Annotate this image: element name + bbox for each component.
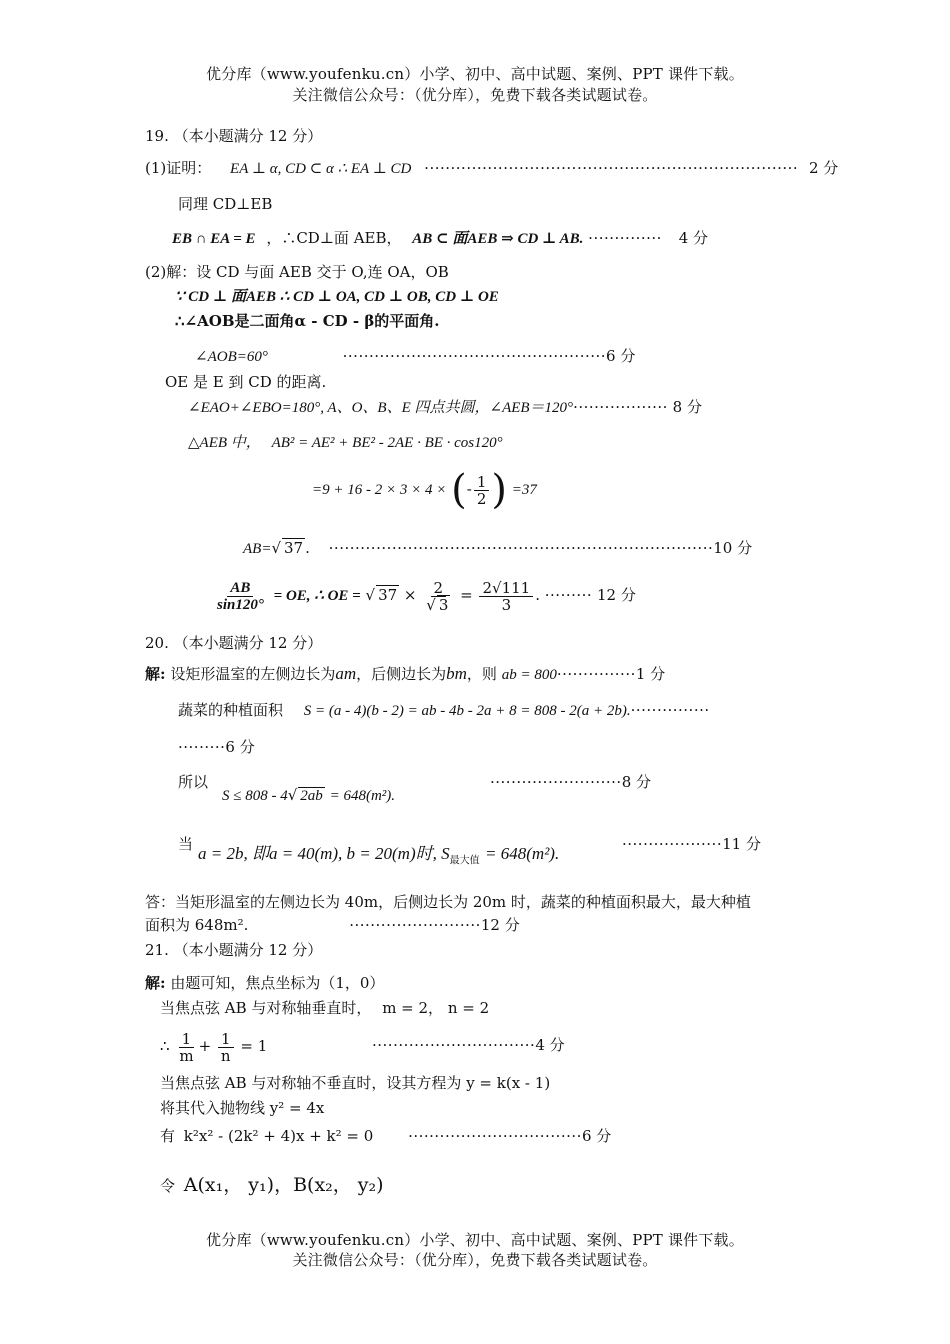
q19-line-eb (172, 228, 708, 249)
score-dots: ·················································· (342, 347, 607, 365)
q20-ineq-a: S ≤ 808 - 4 (222, 788, 288, 804)
q21-frac-1m (176, 1031, 196, 1064)
q19-part1-score: 2 分 (809, 159, 839, 177)
q20-when-math: a = 2b, 即a = 40(m), b = 20(m)时, S (198, 844, 450, 863)
q20-line3 (178, 737, 255, 757)
q21-therefore: ∴ (160, 1037, 170, 1055)
left-paren: ( (451, 467, 467, 513)
q21-line3: ∴ $\frac{1}{m}$ + $\frac{1}{n}$ = 1 (160, 1029, 268, 1065)
q19-cosine-line (188, 432, 503, 453)
q21-line7-text: 令 (160, 1177, 176, 1195)
page-header-line1: 优分库（www.youfenku.cn）小学、初中、高中试题、案例、PPT 课件下载。 (206, 65, 744, 83)
q19-line-eb-math1: EB ∩ EA = E (172, 231, 256, 247)
q19-concyclic-text: ∠EAO+∠EBO=180°, A、O、B、E 四点共圆，∠AEB＝120° (188, 400, 574, 416)
q19-dihedral-line: ∴∠AOB是二面角α - CD - β的平面角. (175, 312, 440, 330)
q19-ab-score: 10 分 (713, 539, 753, 557)
score-dots: ·················· (573, 398, 668, 416)
q21-title: 21. （本小题满分 12 分） (145, 941, 323, 959)
q20-inequality (222, 785, 395, 806)
q21-frac-1n-num: 1 (218, 1031, 234, 1048)
q20-line4-score-wrap (490, 772, 651, 792)
q19-aob-score: 6 分 (606, 347, 636, 365)
q20-max-sub: 最大值 (449, 855, 480, 867)
q19-aob-math: ∠AOB=60° (195, 349, 268, 365)
q21-line7-math: A(x₁， y₁)，B(x₂， y₂) (183, 1174, 384, 1196)
q19-title: 19. （本小题满分 12 分） (145, 127, 323, 145)
score-dots: ··············· (556, 665, 636, 683)
q19-line-eb-math2: AB ⊂ 面AEB ⇒ CD ⊥ AB. (412, 231, 584, 247)
q19-concyclic-line (188, 397, 702, 418)
q19-oe-frac3-den: 3 (501, 595, 512, 614)
q21-line3-score-wrap (372, 1035, 565, 1055)
q21-line3-score: 4 分 (535, 1036, 565, 1054)
q21-line1 (145, 973, 384, 993)
q20-var-b: bm (446, 664, 467, 683)
q20-when-math2: = 648(m²). (485, 844, 560, 863)
q20-area-math: S = (a - 4)(b - 2) = ab - 4b - 2a + 8 = 808 - 2(a + 2b). (303, 703, 631, 719)
q19-part1-label: (1)证明： (145, 159, 212, 177)
score-dots: ······································································· (424, 159, 799, 177)
q20-when-line (198, 844, 559, 871)
q19-compute-line: =9 + 16 - 2 × 3 × 4 × (- $\frac{1}{2}$ ) =37 (312, 467, 537, 513)
q19-oe-result-line: $\frac{AB}{\sin 120^\circ}$ = OE, ∴ OE = √ 37 × $\frac{2}{√ 3}$ = $\frac{2√111}{3}$ . ········· 12 分 (212, 574, 636, 617)
q20-area-text: 蔬菜的种植面积 (178, 701, 284, 719)
q20-line3-score: 6 分 (225, 738, 255, 756)
q19-oe-fraction2 (423, 580, 453, 613)
q21-line2-text: 当焦点弦 AB 与对称轴垂直时， (160, 999, 372, 1017)
q19-ab-radicand: 37 (284, 539, 304, 557)
q20-ineq-b: = 648(m²). (329, 788, 396, 804)
q19-compute-frac-num: 1 (474, 474, 490, 491)
q20-solution-label: 解: (145, 665, 166, 683)
q21-line5 (160, 1098, 324, 1118)
q19-line-eb-score: 4 分 (678, 229, 709, 247)
q19-ab-over-sin-den: sin120° (217, 596, 264, 613)
sqrt-sign: √ (287, 786, 298, 804)
q19-cosine-label: △AEB 中， (188, 435, 261, 451)
q20-line2 (178, 700, 710, 721)
q19-oe-line: OE 是 E 到 CD 的距离. (165, 373, 327, 391)
q19-compute-b: =37 (511, 482, 537, 498)
q20-line1-text: 设矩形温室的左侧边长为 (170, 665, 336, 683)
q20-line1-score: 1 分 (635, 665, 666, 683)
q20-line1-eq: ab = 800 (501, 667, 557, 683)
q20-so-text: 所以 (178, 773, 209, 791)
q20-answer-line1: 答：当矩形温室的左侧边长为 40m，后侧边长为 20m 时，蔬菜的种植面积最大，最大种植 (145, 893, 751, 911)
q19-ab-over-sin-num: AB (227, 580, 253, 597)
sqrt-sign: √ (365, 586, 376, 604)
q21-line4-text: 当焦点弦 AB 与对称轴不垂直时，设其方程为 (160, 1074, 462, 1092)
q19-because-line: ∵ CD ⊥ 面AEB ∴ CD ⊥ OA, CD ⊥ OB, CD ⊥ OE (175, 289, 499, 305)
q19-oe-frac2-den: √ 3 (426, 595, 449, 614)
q19-cosine-math: AB² = AE² + BE² - 2AE · BE · cos120° (271, 435, 503, 451)
page-footer-line1: 优分库（www.youfenku.cn）小学、初中、高中试题、案例、PPT 课件下载。 (206, 1231, 744, 1249)
q21-line4-math: y = k(x - 1) (466, 1074, 551, 1092)
q20-ineq-radicand: 2ab (300, 788, 323, 804)
q19-aob-line (195, 346, 635, 367)
q19-part2-intro: (2)解：设 CD 与面 AEB 交于 O,连 OA，OB (145, 263, 449, 281)
sqrt-sign: √ (271, 539, 282, 557)
q21-line4 (160, 1073, 550, 1093)
q21-line2 (160, 998, 489, 1018)
q20-var-a: am (335, 664, 357, 683)
q19-part1 (145, 158, 838, 179)
score-dots: ··············· (630, 701, 710, 719)
q21-line6-score: 6 分 (581, 1127, 612, 1145)
q20-line4 (178, 772, 208, 792)
q21-line7 (160, 1175, 384, 1196)
q21-line2-math: m = 2， n = 2 (382, 999, 490, 1017)
q19-part1-math: EA ⊥ α, CD ⊂ α ∴ EA ⊥ CD (230, 161, 412, 177)
q19-oe-frac2-num: 2 (431, 580, 447, 597)
q20-line4-score: 8 分 (621, 773, 652, 791)
q19-line-same: 同理 CD⊥EB (178, 195, 273, 213)
q20-when-text: 当 (178, 835, 194, 853)
q21-frac-1m-num: 1 (179, 1031, 195, 1048)
q19-oe-radicand: 37 (378, 586, 398, 604)
q19-compute-a: =9 + 16 - 2 × 3 × 4 × (312, 482, 447, 498)
q20-line1-mid: ，后侧边长为 (356, 665, 447, 683)
q21-solution-label: 解: (145, 974, 166, 992)
page-header-line2: 关注微信公众号：（优分库），免费下载各类试题试卷。 (292, 86, 658, 104)
q19-line-eb-text: ，∴CD⊥面 AEB， (266, 229, 402, 247)
score-dots: ········· (544, 586, 593, 604)
score-dots: ··················· (622, 835, 723, 853)
score-dots: ········································································· (328, 539, 714, 557)
q19-ab-label: AB= (243, 541, 272, 557)
q21-line5-text: 将其代入抛物线 (160, 1099, 266, 1117)
right-paren: ) (491, 467, 507, 513)
score-dots: ········· (178, 738, 226, 756)
q21-frac-1n-den: n (220, 1046, 231, 1065)
score-dots: ························· (349, 916, 481, 934)
q21-line3-end: = 1 (240, 1037, 268, 1055)
q19-concyclic-score: 8 分 (672, 398, 702, 416)
q21-frac-1m-den: m (179, 1046, 194, 1065)
q21-line6 (160, 1126, 611, 1146)
q20-answer-text: 面积为 648m². (145, 916, 249, 934)
page-footer-line2: 关注微信公众号：（优分库），免费下载各类试题试卷。 (292, 1251, 658, 1269)
q19-oe-fraction3 (479, 580, 533, 613)
q19-ab-line: AB=√ 37 . ·········································································10 分 (243, 539, 753, 557)
q20-when-score-wrap (622, 834, 761, 854)
q21-line5-math: y² = 4x (269, 1099, 325, 1117)
q21-line6-text: 有 (160, 1127, 176, 1145)
q21-frac-1n (218, 1031, 234, 1064)
q19-oe-score: 12 分 (596, 586, 636, 604)
q20-line1-end: ，则 (466, 665, 497, 683)
q20-title: 20. （本小题满分 12 分） (145, 634, 323, 652)
score-dots: ························· (490, 773, 622, 791)
score-dots: ································· (408, 1127, 582, 1145)
q20-line1 (145, 664, 665, 685)
q19-oe-frac3-num: 2√111 (479, 580, 533, 597)
q19-ab-over-sin (214, 580, 267, 613)
q21-line1-text: 由题可知，焦点坐标为（1，0） (170, 974, 385, 992)
q20-answer-line2 (145, 915, 520, 935)
score-dots: ·············· (588, 229, 662, 247)
score-dots: ······························· (372, 1036, 536, 1054)
q20-when-score: 11 分 (722, 835, 761, 853)
q21-line6-math: k²x² - (2k² + 4)x + k² = 0 (183, 1127, 374, 1145)
q19-oe-eq: = OE, ∴ OE = (273, 588, 361, 604)
q19-compute-frac-den: 2 (476, 489, 487, 508)
q19-compute-fraction (474, 474, 490, 507)
q20-answer-score: 12 分 (480, 916, 520, 934)
